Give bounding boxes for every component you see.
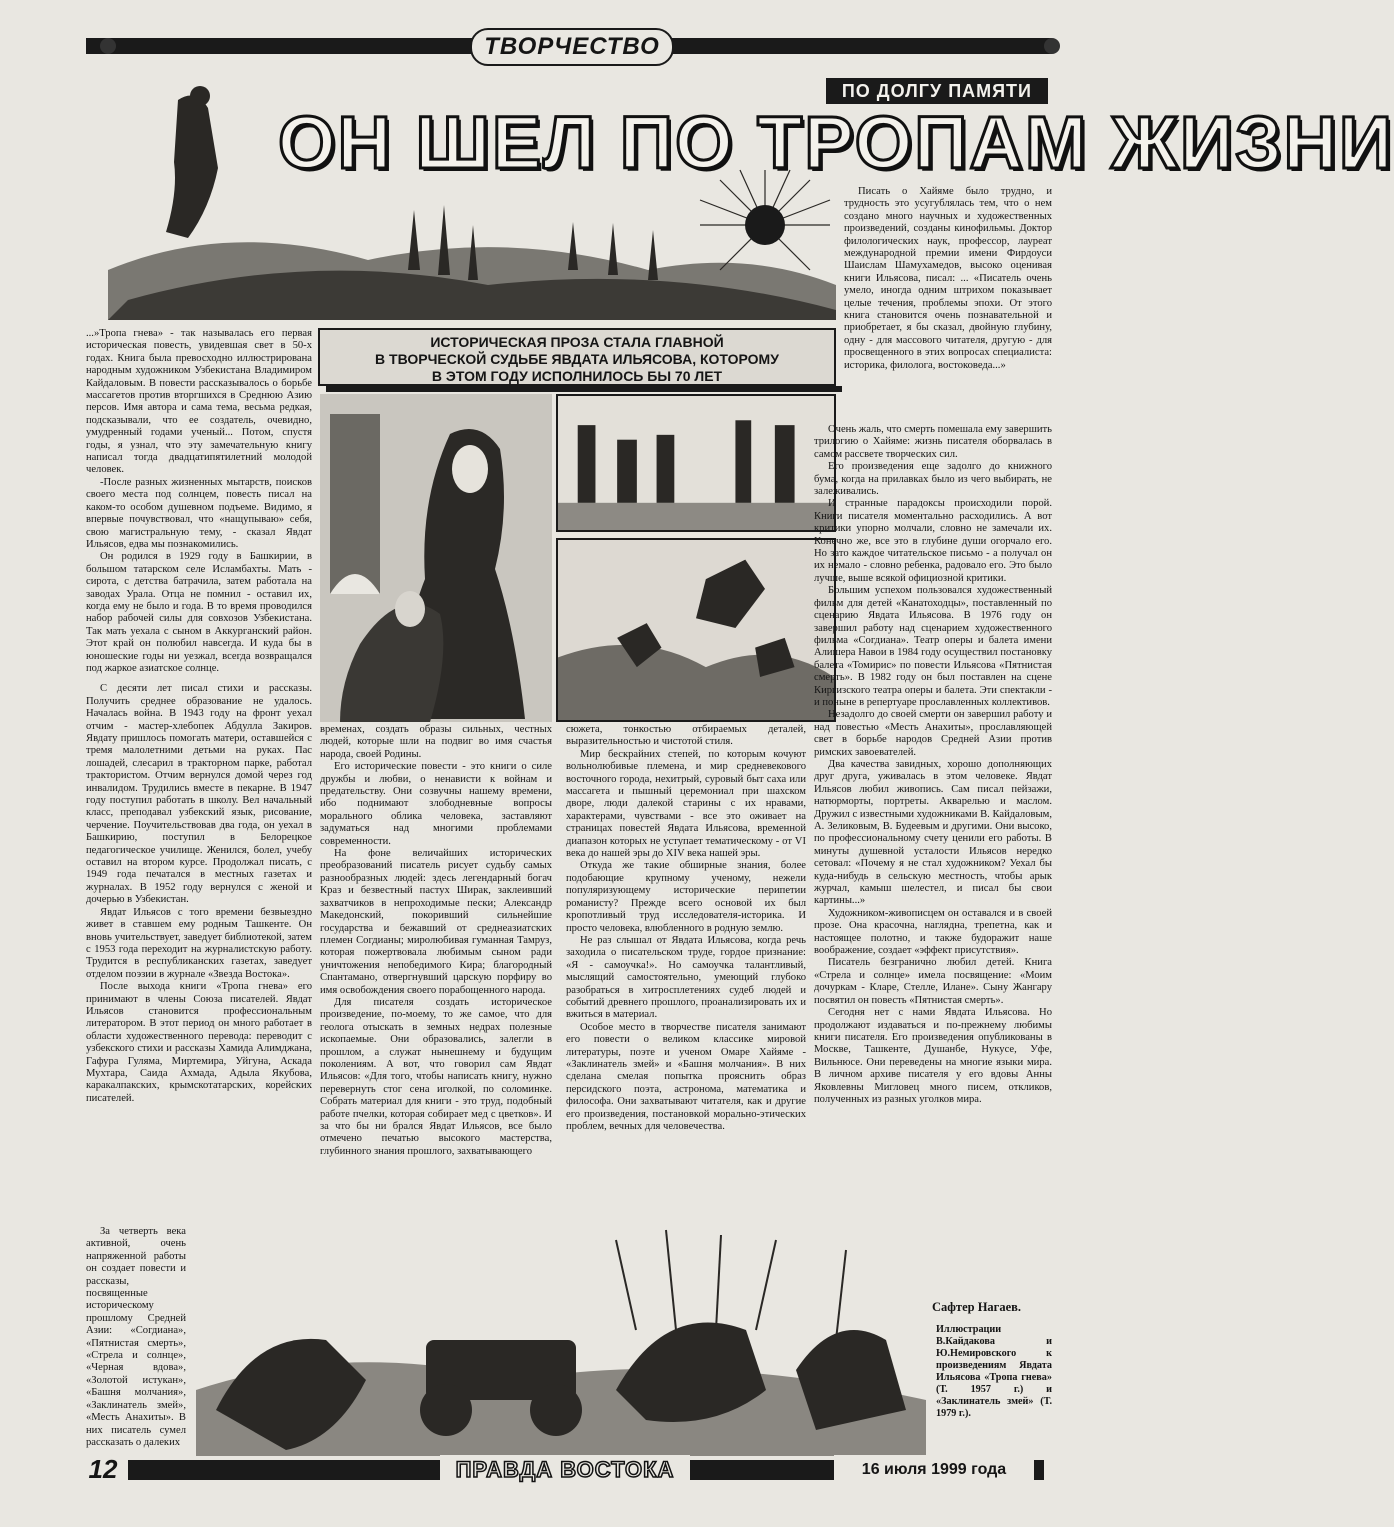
paragraph: Особое место в творчестве писателя занимают его повести о великом классике мировой литературы, поэте и ученом Омаре Хайяме - «Заклинатель змей» и «Башня молчания». В них сделана смелая попытка прояснить образ персидского поэта, астронома, математика и философа. Они захватывают читателя, как и другие его произведения, постановкой морально-этических проблем, вечных для человечества. (566, 1021, 806, 1132)
paragraph: За четверть века активной, очень напряженной работы он создает повести и рассказы, посвященные историческому прошлому Средней Азии: «Согдиана», «Пятнистая смерть», «Стрела и солнце», «Черная вдова», «Золотой истукан», «Башня молчания», «Заклинатель змей», «Месть Анахиты». В них писатель сумел рассказать о далеких (86, 1226, 186, 1448)
article-column-left-tail (86, 1226, 186, 1449)
paragraph: Большим успехом пользовался художественный фильм для детей «Канатоходцы», поставленный по сценарию Явдата Ильясова. В 1976 году он завершил работу над сценарием художественного фильма «Согдиана». Театр оперы и балета имени Алишера Навои в 1984 году осуществил постановку балета «Томирис» по повести Ильясова «Пятнистая смерть». В 1982 году он был поставлен на сцене Киргизского театра оперы и балета. Эти спектакли - и поныне в репертуаре прославленных коллективов. (814, 585, 1052, 708)
paragraph: Художником-живописцем он оставался и в своей прозе. Она красочна, наглядна, трепетна, как и настоящее полотно, и также будоражит наше воображение, создает «эффект присутствия». (814, 907, 1052, 957)
section-rubric: ТВОРЧЕСТВО (470, 28, 674, 66)
headline: ОН ШЕЛ ПО ТРОПАМ ЖИЗНИ (278, 101, 1394, 184)
paragraph: Его исторические повести - это книги о силе дружбы и любви, о ненависти к войнам и предательству. Они созвучны нашему времени, ибо поднимают злободневные вопросы морального облика человека, заставляют задуматься над многими проблемами современности. (320, 761, 552, 847)
issue-date: 16 июля 1999 года (834, 1455, 1034, 1485)
sun-illustration (700, 170, 830, 280)
paragraph: Очень жаль, что смерть помешала ему завершить трилогию о Хайяме: жизнь писателя оборвалась в самом рассвете творческих сил. (814, 424, 1052, 460)
paragraph: сюжета, тонкостью отбираемых деталей, выразительностью и чистотой стиля. (566, 724, 806, 748)
paragraph: Не раз слышал от Явдата Ильясова, когда речь заходила о писательском труде, гордое признание: «Я - самоучка!». Но самоучка талантливый, мыслящий самостоятельно, умеющий глубоко разобраться в хитросплетениях судеб людей и событий древнего прошлого, проанализировать их и вжиться в материал. (566, 934, 806, 1021)
article-column-middle (320, 724, 552, 1158)
paragraph: Его произведения еще задолго до книжного бума, когда на прилавках было из чего выбирать, не залеживались. (814, 461, 1052, 498)
subhead-box (318, 328, 836, 386)
paragraph: Писатель безгранично любил детей. Книга «Стрела и солнце» имела посвящение: «Моим дочуркам - Кларе, Стелле, Илане». Сыну Жангару посвятил он повесть «Пятнистая смерть». (814, 957, 1052, 1006)
paragraph: Сегодня нет с нами Явдата Ильясова. Но продолжают издаваться и по-прежнему любимы книги писателя. Его произведения опубликованы в Москве, Ташкенте, Душанбе, Нукусе, Уфе, Вильнюсе. Они переведены на многие языки мира. В личном архиве писателя у его вдовы Анны Яковлевны Мигловец много писем, откликов, полученных из разных уголков мира. (814, 1007, 1052, 1105)
court-illustration (556, 394, 836, 532)
subhead-line: В ТВОРЧЕСКОЙ СУДЬБЕ ЯВДАТА ИЛЬЯСОВА, КОТОРОМУ (375, 351, 779, 367)
paragraph: После выхода книги «Тропа гнева» его принимают в члены Союза писателей. Явдат Ильясов становится профессиональным литератором. В этот период он много работает в области художественного перевода: переводит с узбекского стихи и рассказы Хамида Алимджана, Гафура Гуляма, Миртемира, Уйгуна, Аскада Мухтара, Саида Ахмада, Адыла Якубова, каракалпакских, крымскотатарских, корейских писателей. (86, 981, 312, 1104)
paragraph: Незадолго до своей смерти он завершил работу и над повестью «Месть Анахиты», прославляющей свет в борьбе народов Средней Азии против римских завоевателей. (814, 709, 1052, 758)
battle-illustration (556, 538, 836, 722)
paragraph: Писать о Хайяме было трудно, и трудность это усугублялась тем, что о нем создано много научных и художественных произведений, созданы кинофильмы. Доктор филологических наук, профессор, лауреат международной премии имени Фирдоуси Шаислам Шамухамедов, высоко оценивая книги Ильясова, писал: ... «Писатель очень умело, иногда одним штрихом показывает целые течения, проблемы эпохи. От этого книга становится очень познавательной и приобретает, я бы сказал, двойную глубину, одну - для массового читателя, другую - для просвещенного в этих вопросах специалиста: историка, филолога, востоковеда...» (844, 186, 1052, 371)
page-number: 12 (78, 1452, 128, 1486)
paragraph: Для писателя создать историческое произведение, по-моему, то же самое, что для геолога отыскать в земных недрах полезные ископаемые. Они образовались, залегли в прошлом, а служат нынешнему и будущим поколениям. А вот, что говорил сам Явдат Ильясов: «Для того, чтобы написать книгу, нужно перевернуть стог сена иголкой, по соломинке. Собрать материал для книги - это труд, подобный работе пчелки, которая собирает мед с цветков». И за что бы ни брался Явдат Ильясов, все было отмечено печатью высокого мастерства, глубинного знания прошлого, захватывающего (320, 996, 552, 1157)
ornament-icon (1044, 38, 1060, 54)
ornament-icon (100, 38, 116, 54)
portrait-illustration (320, 394, 552, 722)
paragraph: -После разных жизненных мытарств, поисков своего места под солнцем, повесть писал на каком-то особом душевном подъеме. Видимо, я впервые почувствовал, что «нащупываю» себя, свою магистральную тему, - сказал Явдат Ильясов, едва мы познакомились. (86, 476, 312, 550)
paragraph: Явдат Ильясов с того времени безвыездно живет в ставшем ему родным Ташкенте. Он вновь учительствует, заведует библиотекой, затем с 1953 года переходит на журналистскую работу. Трудится в республиканских газетах, заведует отделом поэзии в журнале «Звезда Востока». (86, 906, 312, 980)
paragraph: Два качества завидных, хорошо дополняющих друг друга, уживалась в этом человеке. Явдат Ильясов любил живопись. Сам писал пейзажи, натюрморты, портреты. Акварелью и маслом. Дружил с известными художниками В. Кайдаловым, А. Зеликовым, В. Будеевым и другими. Они высоко, по профессиональному счету ценили его работы. В минуты душевной усталости Ильясов нередко сетовал: «Почему я не стал художником? Уехал бы куда-нибудь в сельскую местность, чтобы арык журчал, камыш шелестел, и писал бы свои картины...» (814, 758, 1052, 907)
paragraph: временах, создать образы сильных, честных людей, которые шли на подвиг во имя счастья народа, своей Родины. (320, 724, 552, 760)
illustration-credits: Иллюстрации В.Кайдакова и Ю.Немировского к произведениям Явдата Ильясова «Тропа гнева» (Т. 1957 г.) и «Заклинатель змей» (Т. 1979 г.). (936, 1324, 1052, 1419)
subhead-line: В ЭТОМ ГОДУ ИСПОЛНИЛОСЬ БЫ 70 ЛЕТ (431, 368, 723, 384)
author-signature: Сафтер Нагаев. (932, 1300, 1022, 1314)
paragraph: С десяти лет писал стихи и рассказы. Получить среднее образование не удалось. Началась война. В 1943 году на фронт уехал отчим - мастер-хлебопек Абдулла Закиров. Явдату пришлось помогать матери, оставшейся с тремя малолетними детьми на руках. Пас лошадей, слесарил в тракторном парке, работал трактористом. Отчим вернулся домой через год инвалидом. Трудились вместе в пекарне. В 1947 году поступил работать в школу. Вел начальный класс, преподавал узбекский язык, рисование, черчение. Поучительствовав два года, он уехал в Башкирию, поступил в Белорецкое педагогическое училище. Женился, болел, учебу оставил на втором курсе. Продолжал писать, с 1949 года печатался в местных газетах и журналах. В 1952 году вернулся с женой и дочерью в Узбекистан. (86, 683, 312, 906)
paragraph: На фоне величайших исторических преобразований писатель рисует судьбу самых разнообразных людей: здесь легендарный богач Краз и безвестный пастух Ширак, заклеивший захватчиков в непроходимые пески; Александр Македонский, покоривший сильнейшие государства и бежавший от среднеазиатских племен Согдианы; миролюбивая гуманная Тамруз, которая пожертвовала любимым сыном ради уничтожения непобедимого Кира; благородный Спантамано, отвергнувший царскую порфиру во имя освобождения своего порабощенного народа. (320, 848, 552, 996)
paragraph: ...»Тропа гнева» - так называлась его первая историческая повесть, увидевшая свет в 50-х годах. Книга была превосходно иллюстрирована народным художником Узбекистана Владимиром Кайдаловым. В повести рассказывалось о борьбе массагетов против вторгшихся в Среднюю Азию персов. Имя автора и сама тема, весьма редкая, подсказывали, что ее создатель, очевидно, умудренный годами ученый... Потом, спустя годы, я узнал, что эту замечательную книгу написал тогда двадцатипятилетний молодой человек. (86, 328, 312, 476)
kicker: ПО ДОЛГУ ПАМЯТИ (826, 78, 1048, 104)
paragraph: Мир бескрайних степей, по которым кочуют вольнолюбивые племена, и мир средневекового восточного города, нехитрый, суровый быт саха или массагета и пышный церемониал при шахском дворе, люди далекой старины с их нравами, характерами, чувствами - все это оживает на страницах повестей Явдата Ильясова, временной диапазон которых не уступает тематическому - от VI века до нашей эры до XIV века нашей эры. (566, 748, 806, 860)
paragraph: Он родился в 1929 году в Башкирии, в большом татарском селе Исламбахты. Мать - сирота, с детства батрачила, затем работала на заводах Урала. Отца не помнил - оставил их, когда ему не было и года. В то время проводился набор рабочей силы для совхозов Узбекистана. Так мать уехала с сыном в Аккурганский район. Этот край он полюбил навсегда. И куда бы в юношеские годы ни уезжал, всегда возвращался под жаркое азиатское солнце. (86, 551, 312, 674)
paragraph: И странные парадоксы происходили порой. Книги писателя моментально расходились. А вот критики упорно молчали, словно не замечали их. Конечно же, все это в глубине души огорчало его. Но зато каждое читательское письмо - а получал он их немало - словно ребенка, радовало его. Это было лучше, выше всякой официозной критики. (814, 498, 1052, 584)
article-column-right-top (844, 186, 1052, 372)
subhead-line: ИСТОРИЧЕСКАЯ ПРОЗА СТАЛА ГЛАВНОЙ (430, 334, 724, 350)
article-column-center (566, 724, 806, 1133)
newspaper-masthead: ПРАВДА ВОСТОКА (440, 1455, 690, 1485)
article-column-right (814, 424, 1052, 1106)
bottom-illustration (196, 1220, 926, 1456)
paragraph: Откуда же такие обширные знания, более подобающие крупному ученому, нежели популяризующему исторические перипетии романисту? Прежде всего основой их был кропотливый труд исследователя-историка. И просто человека, влюбленного в родную землю. (566, 860, 806, 934)
article-column-left (86, 328, 312, 1105)
